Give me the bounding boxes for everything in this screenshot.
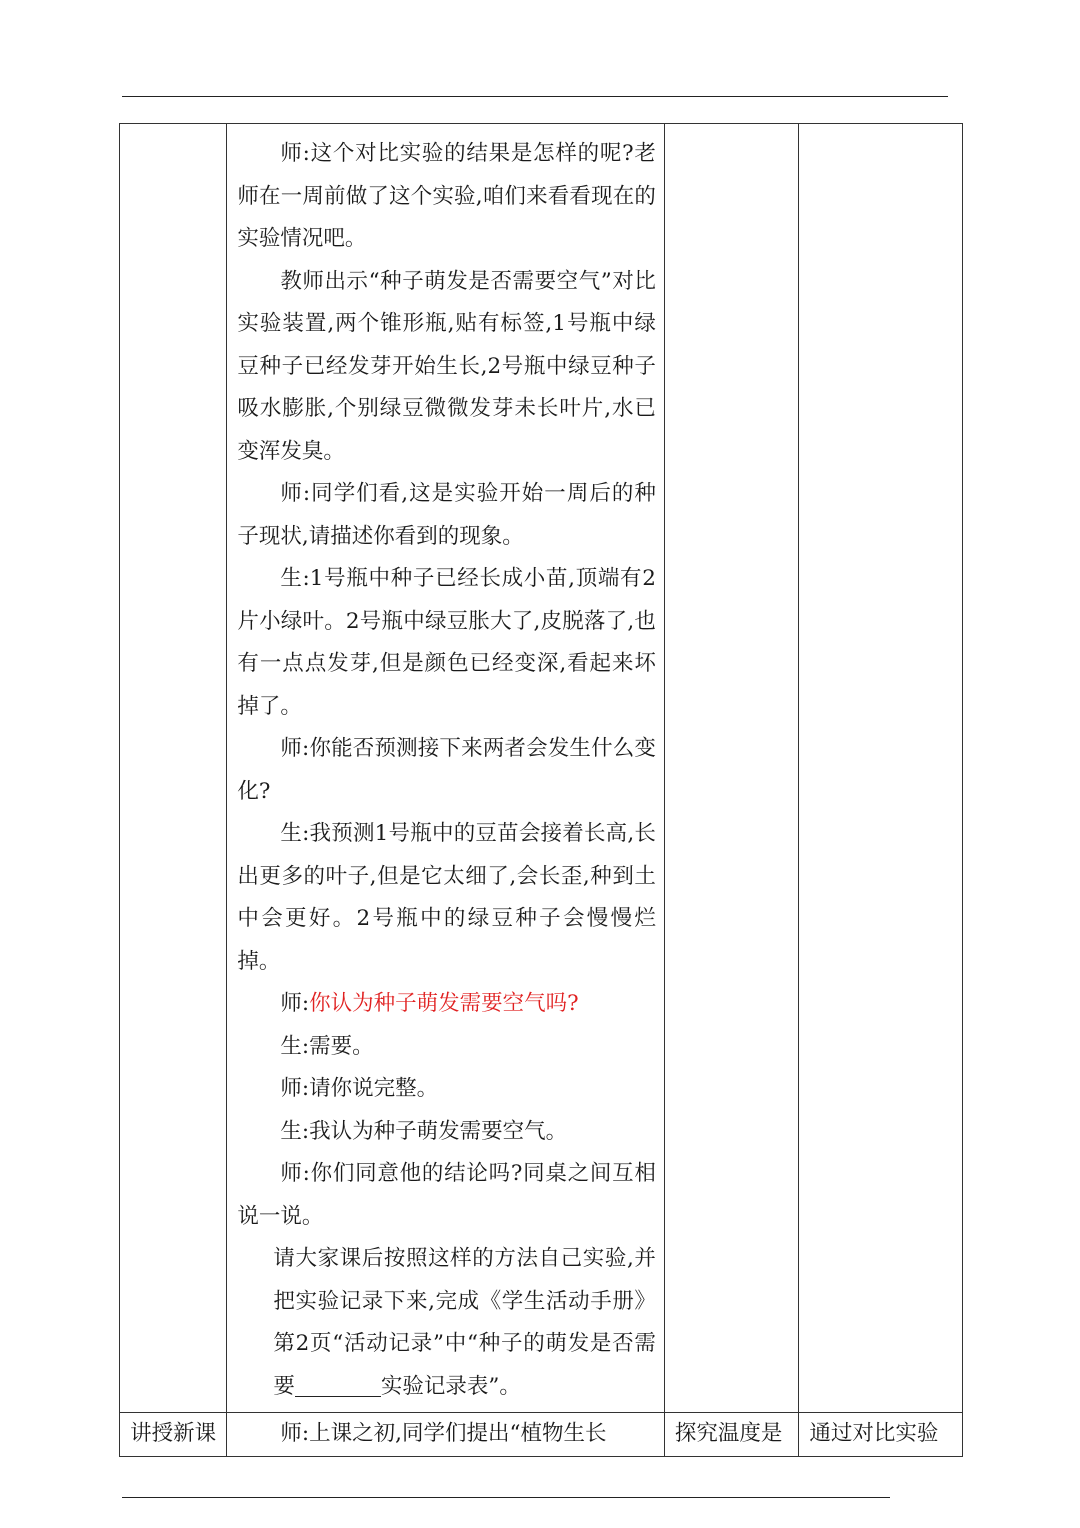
paragraph: 师:请你说完整。 <box>280 1076 439 1101</box>
paragraph: 师:你们同意他的结论吗?同桌之间互相说一说。 <box>237 1161 656 1229</box>
stage-cell-empty <box>120 124 227 1413</box>
header-rule <box>122 96 948 97</box>
key-question <box>237 983 656 1026</box>
paragraph: 生:1号瓶中种子已经长成小苗,顶端有2片小绿叶。2号瓶中绿豆胀大了,皮脱落了,也有一点点发芽,但是颜色已经变深,看起来坏掉了。 <box>237 566 656 719</box>
teaching-process-text: 师:上课之初,同学们提出“植物生长 <box>227 1413 665 1457</box>
highlighted-question: 你认为种子萌发需要空气吗? <box>309 991 579 1016</box>
homework-text: 请大家课后按照这样的方法自己实验,并把实验记录下来,完成《学生活动手册》第2页“活动记录”中“种子的萌发是否需要 <box>273 1246 656 1399</box>
paragraph: 师:同学们看,这是实验开始一周后的种子现状,请描述你看到的现象。 <box>237 481 656 549</box>
table-row <box>120 124 963 1413</box>
intent-text: 通过对比实验 <box>799 1413 963 1457</box>
homework-text-end: 实验记录表”。 <box>380 1373 521 1399</box>
fill-blank <box>295 1374 381 1397</box>
design-text: 探究温度是 <box>664 1413 798 1457</box>
footer-rule <box>122 1497 890 1498</box>
paragraph: 生:我认为种子萌发需要空气。 <box>280 1118 568 1144</box>
lesson-plan-table <box>119 123 963 1457</box>
paragraph: 教师出示“种子萌发是否需要空气”对比实验装置,两个锥形瓶,贴有标签,1号瓶中绿豆种子已经发芽开始生长,2号瓶中绿豆种子吸水膨胀,个别绿豆微微发芽未长叶片,水已变浑发臭。 <box>237 268 656 464</box>
intent-cell-empty <box>799 124 963 1413</box>
paragraph: 师:这个对比实验的结果是怎样的呢?老师在一周前做了这个实验,咱们来看看现在的实验情况吧。 <box>237 141 656 251</box>
homework-paragraph <box>237 1238 656 1408</box>
stage-label: 讲授新课 <box>120 1413 227 1457</box>
speaker-prefix: 师: <box>280 991 310 1016</box>
paragraph: 生:需要。 <box>280 1033 374 1059</box>
paragraph: 师:你能否预测接下来两者会发生什么变化? <box>237 736 656 804</box>
paragraph: 生:我预测1号瓶中的豆苗会接着长高,长出更多的叶子,但是它太细了,会长歪,种到土中会更好。2号瓶中的绿豆种子会慢慢烂掉。 <box>237 821 656 974</box>
table-row <box>120 1413 963 1457</box>
teaching-process-cell <box>227 124 665 1413</box>
design-cell-empty <box>664 124 798 1413</box>
